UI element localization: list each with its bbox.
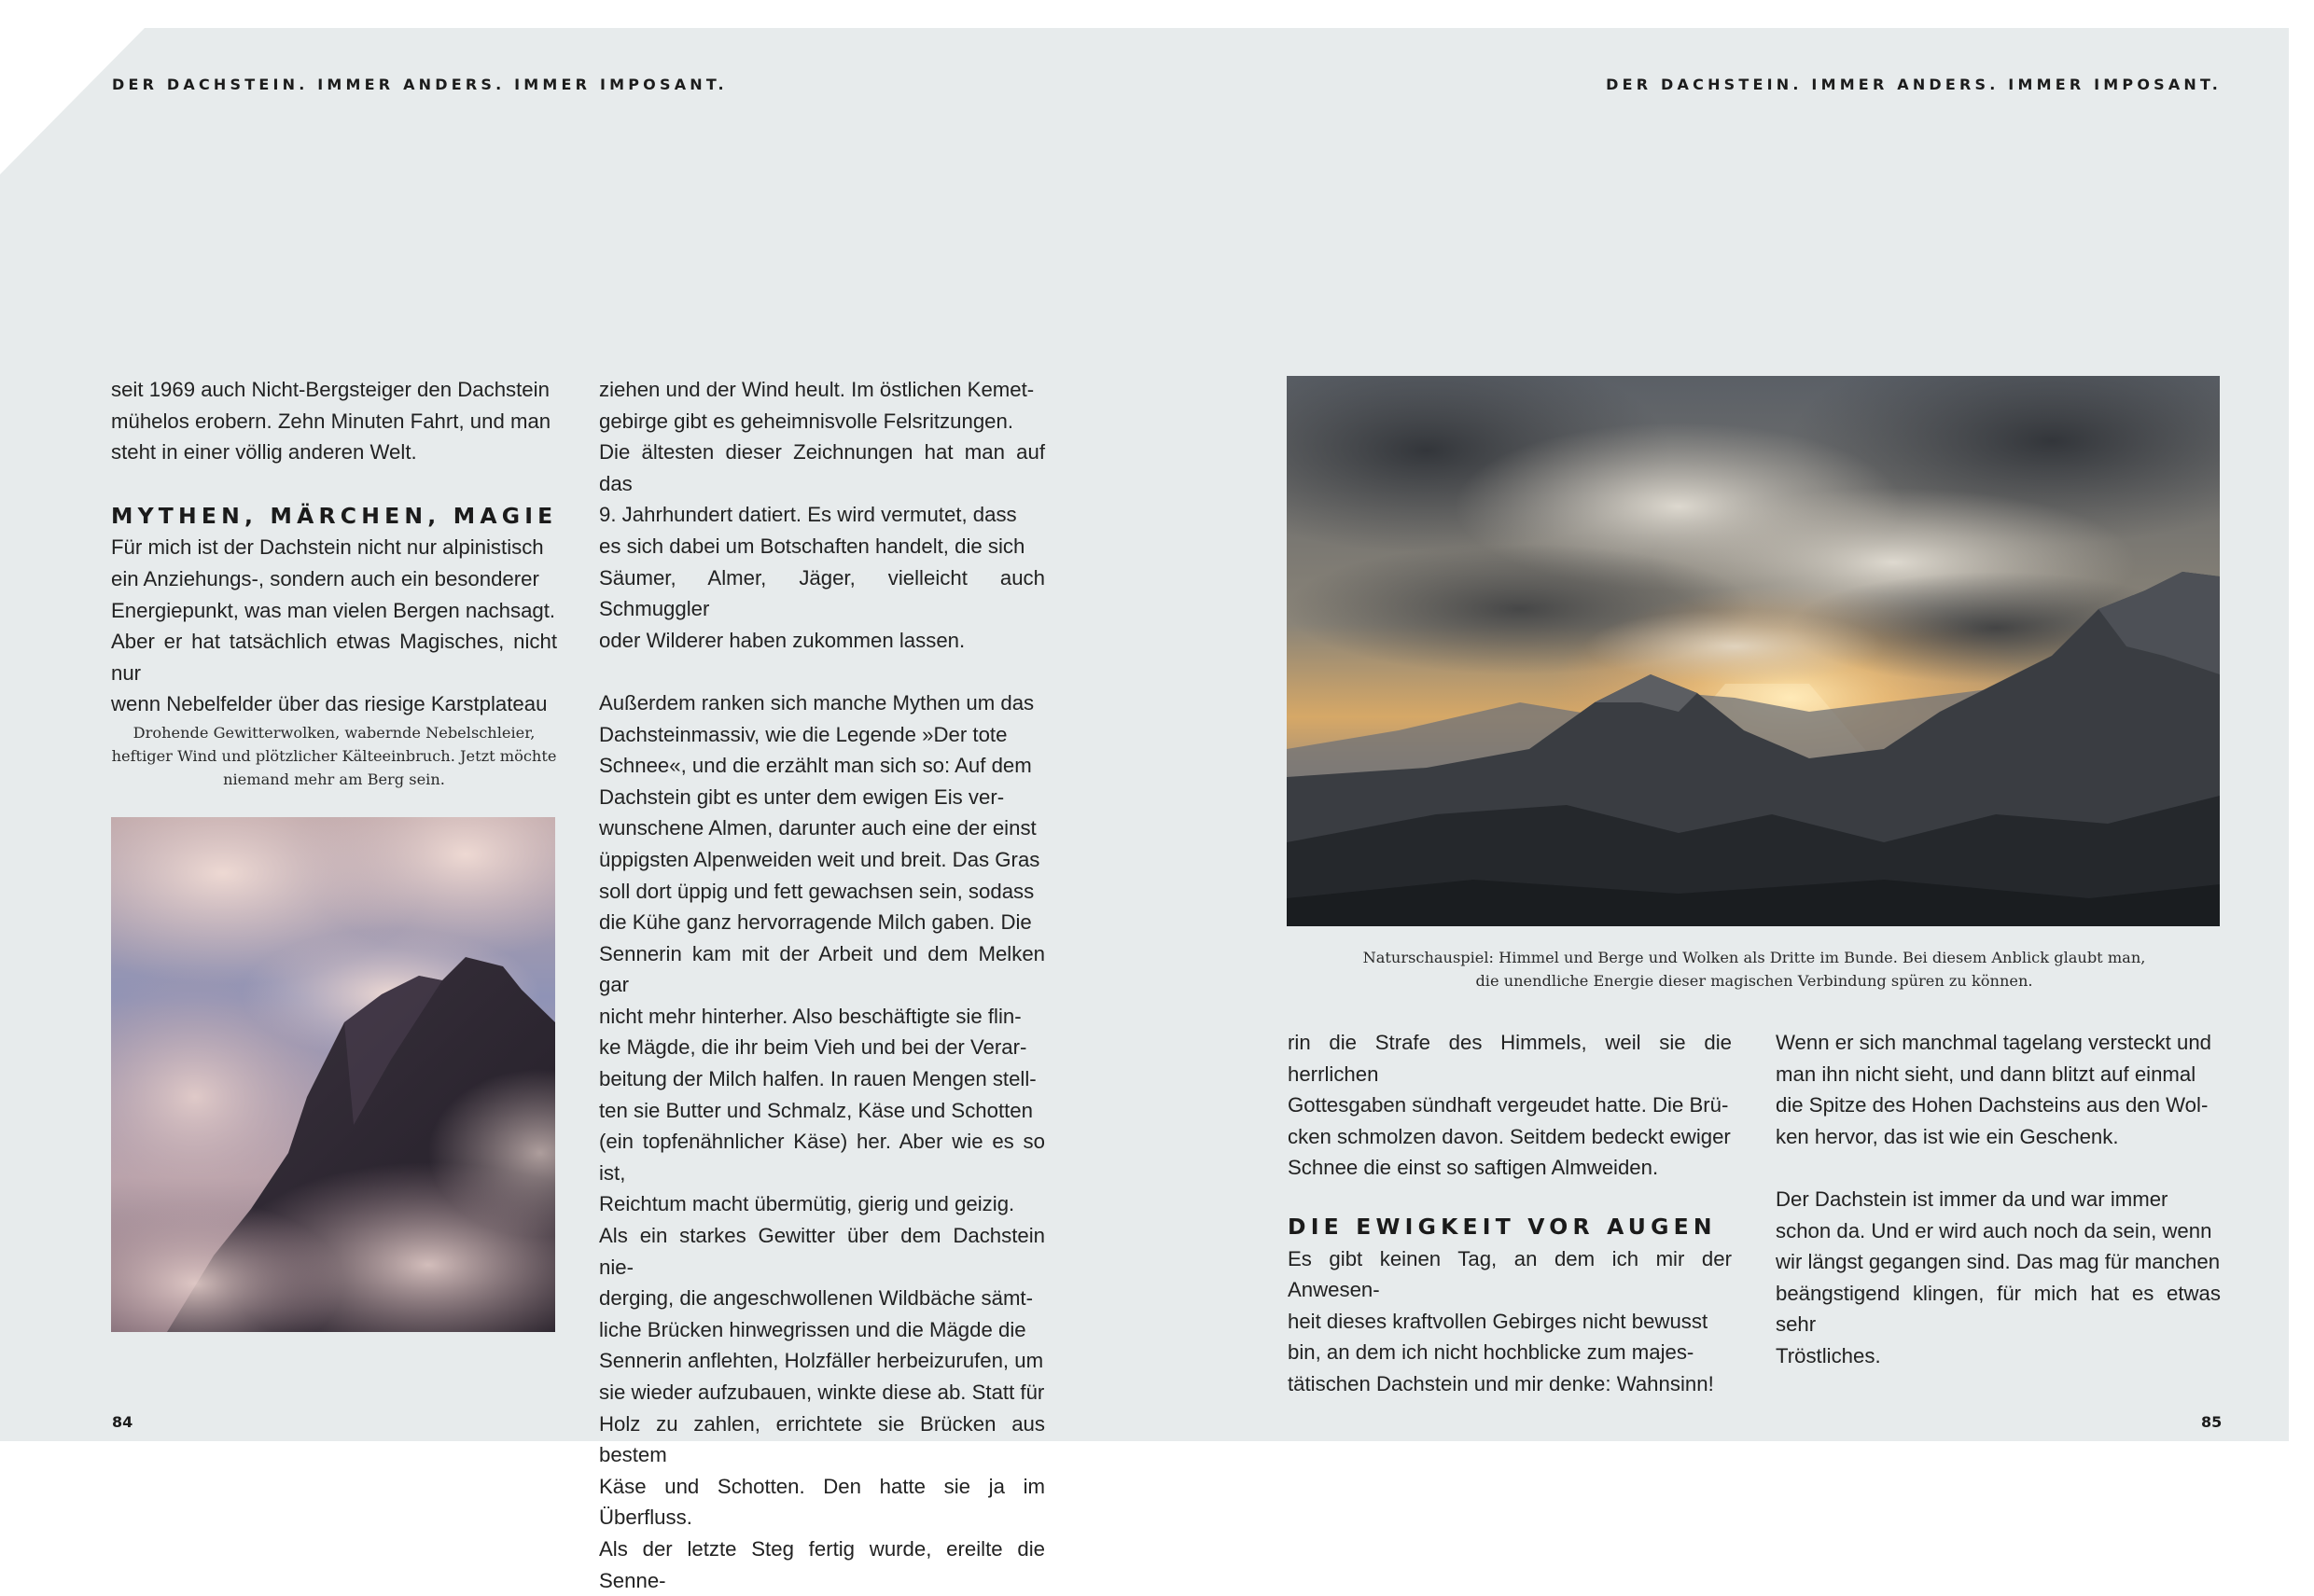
text-line: Energiepunkt, was man vielen Bergen nachsagt.	[111, 598, 556, 622]
photo-mountain-peak-clouds	[111, 817, 555, 1332]
paragraph	[1776, 1027, 2221, 1152]
text-column-right-page-1	[1288, 1027, 1732, 1400]
text-line: Als ein starkes Gewitter über dem Dachstein nie-	[599, 1224, 1045, 1279]
text-line: oder Wilderer haben zukommen lassen.	[599, 628, 966, 652]
paragraph	[1776, 1184, 2221, 1372]
section-heading-ewigkeit: DIE EWIGKEIT VOR AUGEN	[1288, 1213, 1717, 1240]
paragraph	[599, 374, 1045, 656]
text-line: ziehen und der Wind heult. Im östlichen Kemet-	[599, 378, 1035, 401]
caption-line: niemand mehr am Berg sein.	[223, 770, 445, 788]
paragraph	[111, 374, 557, 468]
text-line: ken hervor, das ist wie ein Geschenk.	[1776, 1124, 2119, 1148]
caption-line: Drohende Gewitterwolken, wabernde Nebelschleier,	[132, 724, 536, 742]
text-line: Säumer, Almer, Jäger, vielleicht auch Schmuggler	[599, 565, 1045, 621]
text-line: wenn Nebelfelder über das riesige Karstplateau	[111, 692, 548, 716]
text-line: Sennerin kam mit der Arbeit und dem Melken gar	[599, 941, 1045, 997]
text-line: Dachstein gibt es unter dem ewigen Eis ver-	[599, 784, 1005, 809]
page-number-right: 85	[2201, 1413, 2223, 1431]
caption-line: heftiger Wind und plötzlicher Kälteeinbruch. Jetzt möchte	[111, 747, 557, 765]
caption-line: Naturschauspiel: Himmel und Berge und Wolken als Dritte im Bunde. Bei diesem Anblick glaubt man,	[1362, 949, 2146, 966]
text-line: seit 1969 auch Nicht-Bergsteiger den Dachstein	[111, 378, 550, 401]
paragraph	[1288, 1027, 1732, 1184]
text-line: Als der letzte Steg fertig wurde, ereilte die Senne-	[599, 1536, 1045, 1592]
text-line: wunschene Almen, darunter auch eine der einst	[599, 816, 1037, 840]
text-line: Tröstliches.	[1776, 1343, 1881, 1367]
text-line: Schnee«, und die erzählt man sich so: Auf dem	[599, 754, 1032, 778]
text-line: wir längst gegangen sind. Das mag für manchen	[1776, 1250, 2221, 1274]
running-head-right: DER DACHSTEIN. IMMER ANDERS. IMMER IMPOSANT.	[1606, 76, 2222, 93]
text-line: ein Anziehungs-, sondern auch ein besonderer	[111, 566, 539, 590]
sunset-landscape-image	[1287, 376, 2220, 926]
text-line: Der Dachstein ist immer da und war immer	[1776, 1187, 2168, 1211]
text-line: ten sie Butter und Schmalz, Käse und Schotten	[599, 1098, 1033, 1122]
text-line: nicht mehr hinterher. Also beschäftigte sie flin-	[599, 1004, 1022, 1028]
text-line: Die ältesten dieser Zeichnungen hat man auf das	[599, 440, 1045, 495]
photo-sunset-mountains	[1287, 376, 2220, 926]
text-line: die Kühe ganz hervorragende Milch gaben. Die	[599, 910, 1032, 935]
text-line: beitung der Milch halfen. In rauen Mengen stell-	[599, 1067, 1037, 1091]
text-line: heit dieses kraftvollen Gebirges nicht bewusst	[1288, 1309, 1708, 1333]
paragraph	[599, 687, 1045, 1596]
running-head-left: DER DACHSTEIN. IMMER ANDERS. IMMER IMPOSANT.	[112, 76, 728, 93]
text-line: Aber er hat tatsächlich etwas Magisches, nicht nur	[111, 630, 557, 685]
text-line: tätischen Dachstein und mir denke: Wahnsinn!	[1288, 1371, 1714, 1395]
text-line: mühelos erobern. Zehn Minuten Fahrt, und man	[111, 409, 551, 433]
text-line: ke Mägde, die ihr beim Vieh und bei der Verar-	[599, 1035, 1027, 1060]
text-column-right-page-2	[1776, 1027, 2221, 1372]
text-line: derging, die angeschwollenen Wildbäche sämt-	[599, 1286, 1033, 1311]
text-line: Für mich ist der Dachstein nicht nur alpinistisch	[111, 535, 544, 560]
text-line: Es gibt keinen Tag, an dem ich mir der Anwesen-	[1288, 1246, 1732, 1302]
text-line: schon da. Und er wird auch noch da sein, wenn	[1776, 1218, 2212, 1242]
text-line: bin, an dem ich nicht hochblicke zum majes-	[1288, 1340, 1694, 1365]
text-line: Käse und Schotten. Den hatte sie ja im Überfluss.	[599, 1474, 1045, 1530]
caption-line: die unendliche Energie dieser magischen Verbindung spüren zu können.	[1475, 972, 2033, 990]
text-line: Sennerin anflehten, Holzfäller herbeizurufen, um	[599, 1349, 1044, 1373]
text-line: soll dort üppig und fett gewachsen sein, sodass	[599, 879, 1035, 903]
text-line: Holz zu zahlen, errichtete sie Brücken aus bestem	[599, 1411, 1045, 1467]
text-column-left-page-2	[599, 374, 1045, 1596]
text-line: man ihn nicht sieht, und dann blitzt auf einmal	[1776, 1062, 2196, 1086]
text-line: Außerdem ranken sich manche Mythen um das	[599, 690, 1035, 715]
text-line: Gottesgaben sündhaft vergeudet hatte. Die Brü-	[1288, 1093, 1729, 1117]
text-line: Schnee die einst so saftigen Almweiden.	[1288, 1156, 1659, 1180]
photo-caption-right	[1288, 946, 2221, 992]
text-line: 9. Jahrhundert datiert. Es wird vermutet, dass	[599, 503, 1017, 527]
text-line: (ein topfenähnlicher Käse) her. Aber wie es so ist,	[599, 1130, 1045, 1185]
text-column-left-page-1	[111, 374, 557, 720]
text-line: beängstigend klingen, für mich hat es etwas sehr	[1776, 1281, 2221, 1337]
section-heading-mythen: MYTHEN, MÄRCHEN, MAGIE	[111, 502, 558, 529]
text-line: liche Brücken hinwegrissen und die Mägde die	[599, 1317, 1026, 1341]
text-line: rin die Strafe des Himmels, weil sie die herrlichen	[1288, 1031, 1732, 1086]
text-line: es sich dabei um Botschaften handelt, die sich	[599, 534, 1025, 558]
photo-caption-left	[111, 721, 557, 791]
text-line: üppigsten Alpenweiden weit und breit. Das Gras	[599, 847, 1040, 871]
text-line: Wenn er sich manchmal tagelang versteckt und	[1776, 1031, 2211, 1054]
paragraph	[1288, 1243, 1732, 1400]
text-line: steht in einer völlig anderen Welt.	[111, 440, 417, 465]
text-line: sie wieder aufzubauen, winkte diese ab. Statt für	[599, 1381, 1045, 1404]
paragraph	[111, 532, 557, 720]
text-line: gebirge gibt es geheimnisvolle Felsritzungen.	[599, 409, 1013, 433]
text-line: die Spitze des Hohen Dachsteins aus den Wol-	[1776, 1093, 2209, 1117]
mountain-peak-image	[111, 817, 555, 1332]
text-line: cken schmolzen davon. Seitdem bedeckt ewiger	[1288, 1124, 1731, 1148]
text-line: Dachsteinmassiv, wie die Legende »Der tote	[599, 722, 1008, 746]
text-line: Reichtum macht übermütig, gierig und geizig.	[599, 1192, 1015, 1216]
page-number-left: 84	[112, 1413, 133, 1431]
